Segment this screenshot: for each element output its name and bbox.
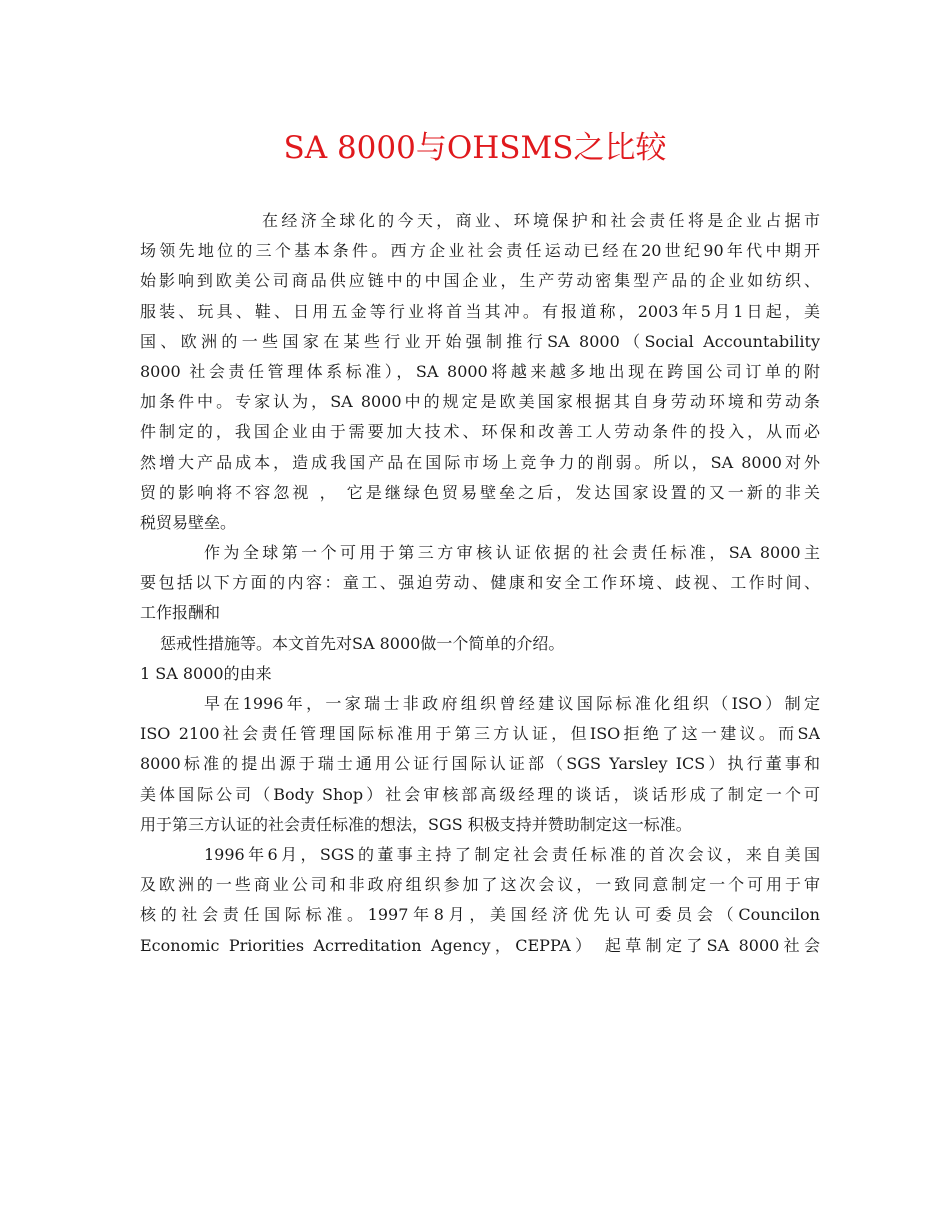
text-line: Economic Priorities Acrreditation Agency，CEPPA） 起草制定了SA 8000社会	[140, 935, 820, 955]
text-line: 作为全球第一个可用于第三方审核认证依据的社会责任标准，SA 8000主	[204, 543, 820, 563]
text-line: 用于第三方认证的社会责任标准的想法，SGS 积极支持并赞助制定这一标准。	[140, 814, 692, 834]
text-line: 在经济全球化的今天，商业、环境保护和社会责任将是企业占据市	[262, 211, 820, 230]
text-line: 然增大产品成本，造成我国产品在国际市场上竞争力的削弱。所以，SA 8000对外	[140, 452, 820, 472]
text-line: 税贸易壁垒。	[140, 512, 237, 532]
text-line: 工作报酬和	[140, 603, 221, 623]
text-line: 1996年6月，SGS的董事主持了制定社会责任标准的首次会议，来自美国	[204, 844, 820, 864]
paragraph-standard-content	[140, 538, 820, 629]
paragraph-origin	[140, 689, 820, 840]
text-line: 及欧洲的一些商业公司和非政府组织参加了这次会议，一致同意制定一个可用于审	[140, 875, 820, 895]
text-line: 加条件中。专家认为，SA 8000中的规定是欧美国家根据其自身劳动环境和劳动条	[140, 392, 820, 412]
document-title: SA 8000与OHSMS之比较	[283, 130, 667, 166]
text-line: 始影响到欧美公司商品供应链中的中国企业，生产劳动密集型产品的企业如纺织、	[140, 271, 820, 291]
paragraph-intro	[140, 206, 820, 538]
text-line: 件制定的，我国企业由于需要加大技术、环保和改善工人劳动条件的投入，从而必	[140, 422, 820, 442]
text-line: 场领先地位的三个基本条件。西方企业社会责任运动已经在20世纪90年代中期开	[140, 241, 820, 261]
text-line: 要包括以下方面的内容：童工、强迫劳动、健康和安全工作环境、歧视、工作时间、	[140, 573, 820, 593]
text-line: 国、欧洲的一些国家在某些行业开始强制推行SA 8000（Social Accountability	[140, 331, 820, 351]
section-heading	[140, 659, 820, 689]
paragraph-history	[140, 840, 820, 961]
text-line: 服装、玩具、鞋、日用五金等行业将首当其冲。有报道称，2003年5月1日起，美	[140, 301, 820, 321]
text-line: 美体国际公司（Body Shop）社会审核部高级经理的谈话，谈话形成了制定一个可	[140, 784, 820, 804]
document-body	[140, 206, 820, 961]
text-line: 惩戒性措施等。本文首先对SA 8000做一个简单的介绍。	[160, 633, 565, 653]
text-line: 8000标准的提出源于瑞士通用公证行国际认证部（SGS Yarsley ICS）执行董事和	[140, 754, 820, 774]
text-line: 早在1996年，一家瑞士非政府组织曾经建议国际标准化组织（ISO）制定	[204, 694, 820, 713]
text-line: 核的社会责任国际标准。1997年8月，美国经济优先认可委员会（Councilon	[140, 905, 820, 925]
heading-text: 1 SA 8000的由来	[140, 663, 272, 683]
text-line: 8000 社会责任管理体系标准），SA 8000将越来越多地出现在跨国公司订单的附	[140, 361, 820, 381]
text-line: ISO 2100社会责任管理国际标准用于第三方认证，但ISO拒绝了这一建议。而SA	[140, 724, 820, 744]
text-line: 贸的影响将不容忽视 ， 它是继绿色贸易壁垒之后，发达国家设置的又一新的非关	[140, 482, 820, 502]
paragraph-disciplinary	[140, 629, 820, 659]
